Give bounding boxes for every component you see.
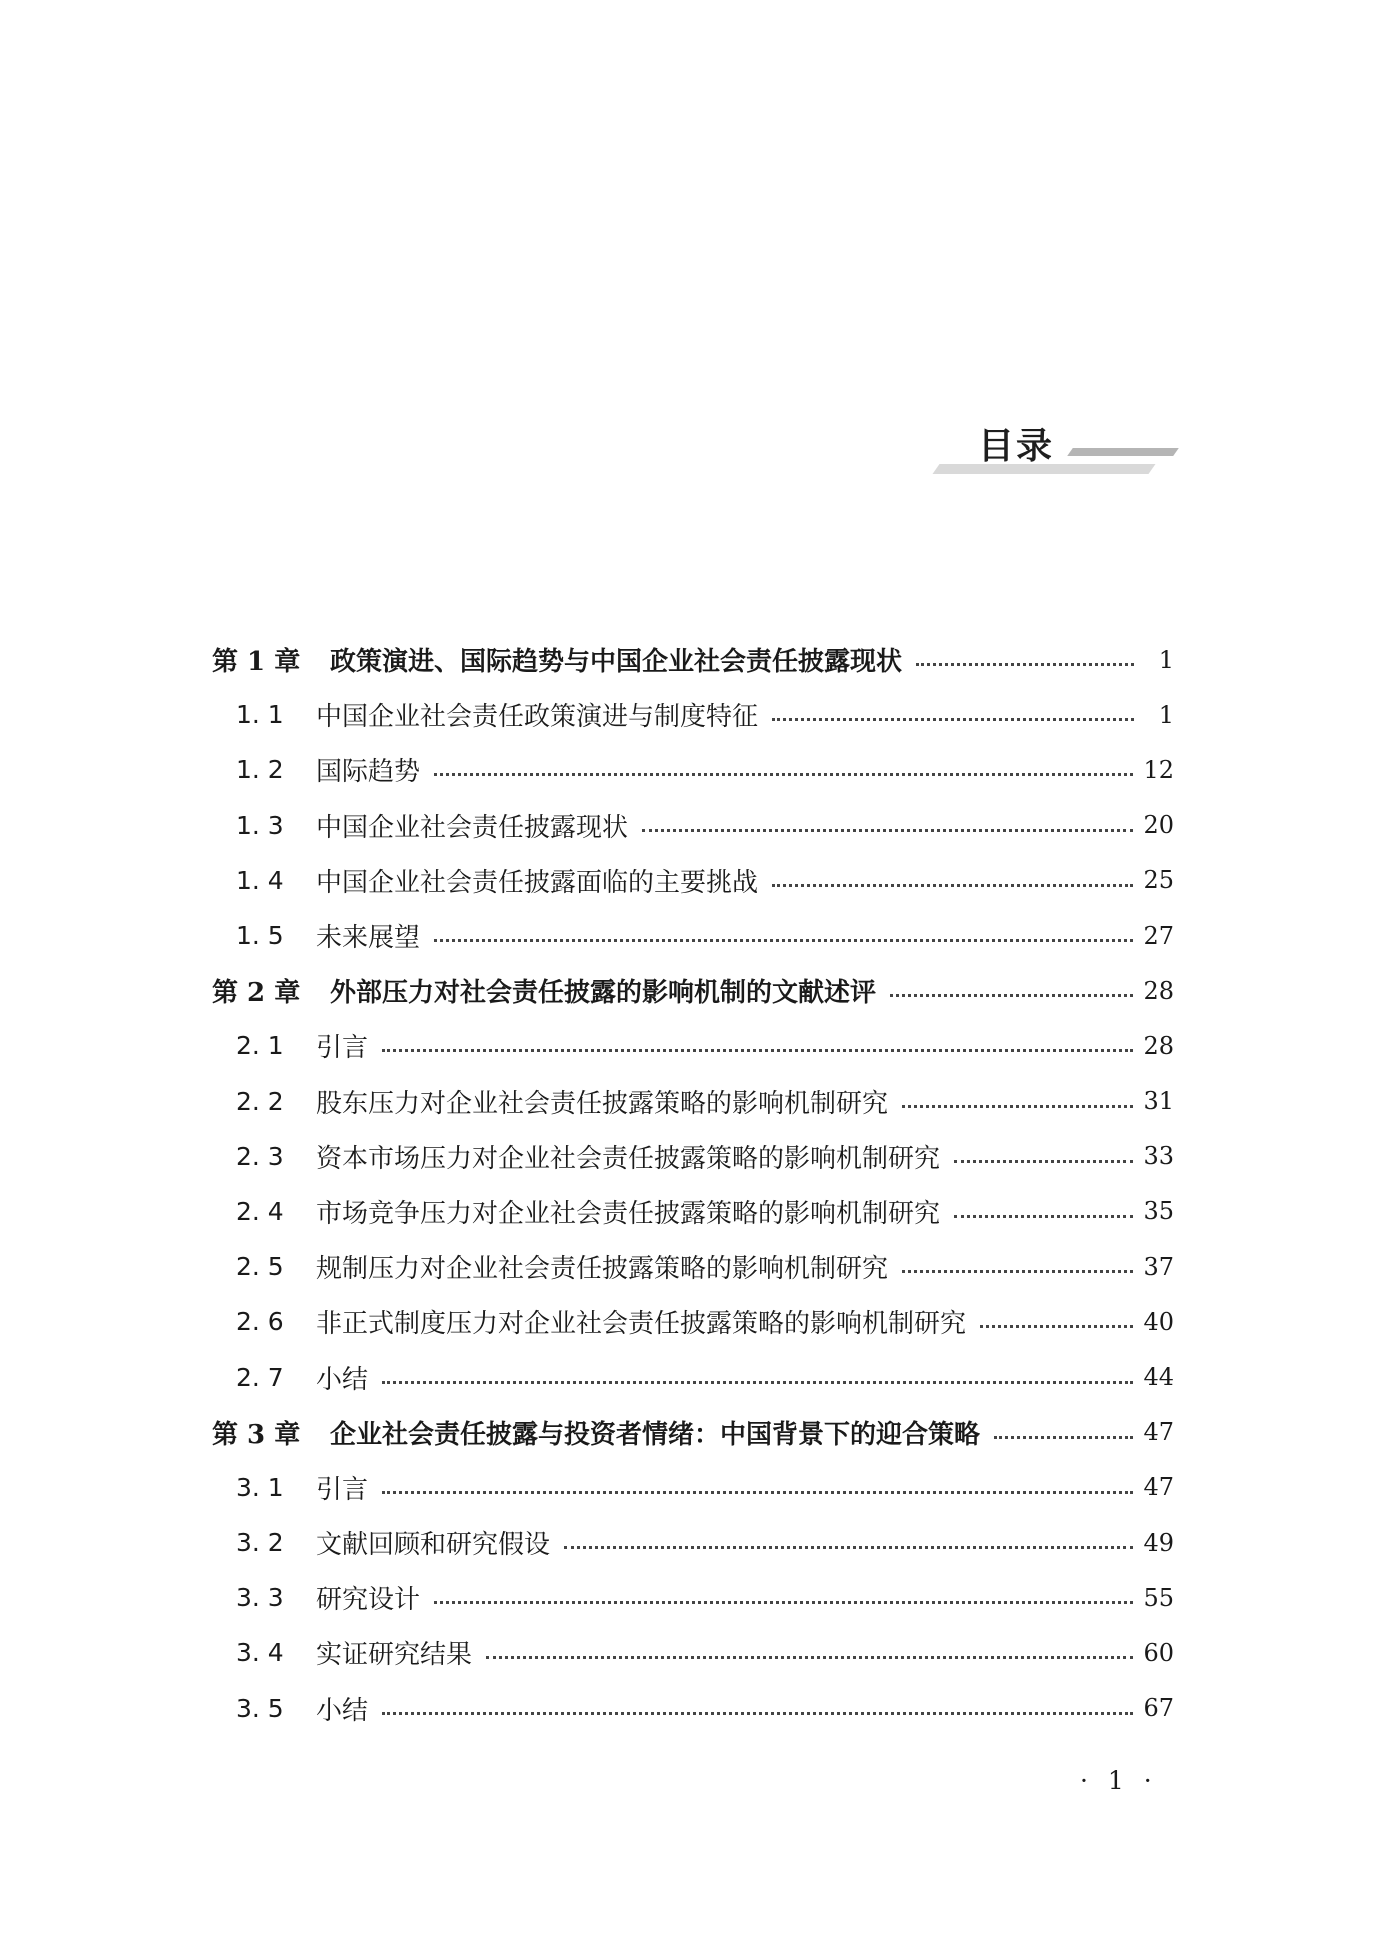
dot-leader [902,1268,1133,1273]
entry-number: 2. 7 [236,1362,284,1392]
toc-section-entry[interactable] [212,687,1174,742]
toc-section-entry[interactable] [212,1074,1174,1129]
entry-number: 3. 5 [236,1693,284,1723]
entry-title: 小结 [316,1364,369,1395]
entry-page-number: 40 [1143,1307,1174,1336]
entry-number: 3. 1 [236,1472,284,1502]
dot-leader [980,1323,1133,1328]
dot-leader [382,1047,1133,1052]
toc-section-entry[interactable] [212,1681,1174,1736]
entry-number: 第 1 章 [212,647,301,678]
toc-chapter-entry[interactable] [212,1405,1174,1460]
entry-title: 股东压力对企业社会责任披露策略的影响机制研究 [316,1088,889,1119]
entry-page-number: 27 [1143,921,1174,950]
entry-number: 2. 4 [236,1196,284,1226]
entry-title: 市场竞争压力对企业社会责任披露策略的影响机制研究 [316,1198,941,1229]
toc-chapter-entry[interactable] [212,963,1174,1018]
dot-leader [434,937,1133,942]
entry-number: 2. 5 [236,1252,284,1282]
toc-section-entry[interactable] [212,1460,1174,1515]
entry-number: 2. 6 [236,1307,284,1337]
entry-number: 2. 2 [236,1086,284,1116]
entry-page-number: 60 [1143,1638,1174,1667]
dot-leader [954,1158,1133,1163]
toc-section-entry[interactable] [212,1515,1174,1570]
entry-page-number: 20 [1143,811,1174,840]
entry-page-number: 37 [1143,1252,1174,1281]
dot-leader [902,1103,1133,1108]
dot-leader [434,1599,1133,1604]
entry-page-number: 1 [1158,645,1174,674]
entry-number: 1. 1 [236,700,284,730]
entry-page-number: 44 [1143,1363,1174,1392]
dot-leader [382,1489,1133,1494]
entry-page-number: 47 [1143,1473,1174,1502]
toc-section-entry[interactable] [212,1129,1174,1184]
toc-section-entry[interactable] [212,1625,1174,1680]
entry-title: 文献回顾和研究假设 [316,1530,551,1561]
entry-page-number: 28 [1143,976,1174,1005]
dot-leader [994,1434,1133,1439]
entry-number: 1. 4 [236,865,284,895]
entry-title: 企业社会责任披露与投资者情绪：中国背景下的迎合策略 [330,1419,981,1450]
entry-title: 小结 [316,1695,369,1726]
entry-page-number: 1 [1158,700,1174,729]
entry-title: 中国企业社会责任政策演进与制度特征 [316,702,759,733]
entry-title: 研究设计 [316,1585,421,1616]
entry-title: 未来展望 [316,923,421,954]
page-number: · 1 · [1080,1766,1158,1795]
toc-section-entry[interactable] [212,1570,1174,1625]
dot-leader [890,992,1133,997]
entry-page-number: 33 [1143,1142,1174,1171]
entry-title: 规制压力对企业社会责任披露策略的影响机制研究 [316,1254,889,1285]
entry-title: 中国企业社会责任披露面临的主要挑战 [316,867,759,898]
entry-title: 非正式制度压力对企业社会责任披露策略的影响机制研究 [316,1309,967,1340]
table-of-contents [212,632,1174,1736]
dot-leader [954,1213,1133,1218]
entry-title: 引言 [316,1474,369,1505]
entry-page-number: 28 [1143,1031,1174,1060]
entry-page-number: 67 [1143,1694,1174,1723]
entry-number: 3. 3 [236,1583,284,1613]
entry-number: 1. 3 [236,810,284,840]
entry-page-number: 25 [1143,866,1174,895]
toc-section-entry[interactable] [212,798,1174,853]
entry-number: 2. 1 [236,1031,284,1061]
entry-title: 政策演进、国际趋势与中国企业社会责任披露现状 [330,647,903,678]
dot-leader [382,1379,1133,1384]
toc-section-entry[interactable] [212,853,1174,908]
entry-page-number: 49 [1143,1528,1174,1557]
entry-page-number: 47 [1143,1418,1174,1447]
entry-page-number: 31 [1143,1087,1174,1116]
entry-number: 第 2 章 [212,978,301,1009]
toc-section-entry[interactable] [212,1239,1174,1294]
toc-section-entry[interactable] [212,1018,1174,1073]
entry-title: 国际趋势 [316,757,421,788]
entry-title: 中国企业社会责任披露现状 [316,812,629,843]
toc-section-entry[interactable] [212,742,1174,797]
entry-page-number: 35 [1143,1197,1174,1226]
entry-number: 3. 2 [236,1528,284,1558]
entry-title: 外部压力对社会责任披露的影响机制的文献述评 [330,978,877,1009]
entry-title: 引言 [316,1033,369,1064]
dot-leader [642,827,1133,832]
toc-chapter-entry[interactable] [212,632,1174,687]
entry-number: 第 3 章 [212,1419,301,1450]
title-decoration-bar [1067,448,1179,456]
dot-leader [382,1710,1133,1715]
entry-number: 3. 4 [236,1638,284,1668]
toc-section-entry[interactable] [212,1184,1174,1239]
dot-leader [772,716,1134,721]
page-title: 目录 [978,426,1055,467]
entry-title: 资本市场压力对企业社会责任披露策略的影响机制研究 [316,1143,941,1174]
entry-page-number: 12 [1143,755,1174,784]
entry-number: 2. 3 [236,1141,284,1171]
entry-title: 实证研究结果 [316,1640,473,1671]
dot-leader [434,771,1133,776]
dot-leader [916,661,1134,666]
entry-number: 1. 2 [236,755,284,785]
toc-header [930,418,1180,498]
dot-leader [564,1544,1133,1549]
entry-page-number: 55 [1143,1583,1174,1612]
entry-number: 1. 5 [236,921,284,951]
toc-section-entry[interactable] [212,1349,1174,1404]
dot-leader [772,882,1133,887]
toc-section-entry[interactable] [212,1294,1174,1349]
dot-leader [486,1654,1133,1659]
toc-section-entry[interactable] [212,908,1174,963]
